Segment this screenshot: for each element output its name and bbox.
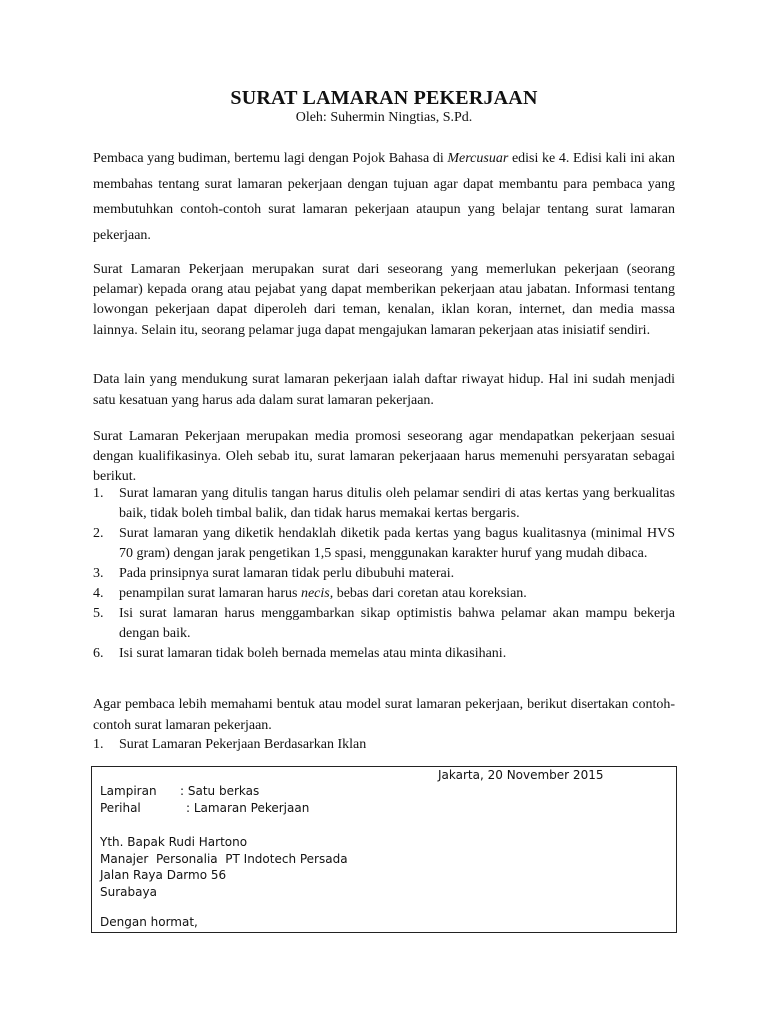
letter-lampiran-label: Lampiran xyxy=(100,784,157,798)
list-item-text: Isi surat lamaran tidak boleh bernada memelas atau minta dikasihani. xyxy=(119,646,507,661)
list-item xyxy=(93,564,675,584)
list-item-text-start: penampilan surat lamaran harus xyxy=(119,586,301,601)
letter-date: Jakarta, 20 November 2015 xyxy=(438,768,604,782)
list-item-text: Surat lamaran yang diketik hendaklah diketik pada kertas yang bagus kualitasnya (minimal HVS 70 gram) dengan jarak pengetikan 1,5 spasi, menggunakan karakter huruf yang mudah dibaca. xyxy=(119,526,675,561)
list-item xyxy=(93,484,675,524)
intro-italic-mercusuar: Mercusuar xyxy=(447,151,509,166)
letter-perihal-row xyxy=(100,801,309,815)
letter-recipient-line: Yth. Bapak Rudi Hartono xyxy=(100,835,248,849)
list-item-number: 3. xyxy=(93,566,104,581)
sample-letter-box xyxy=(91,766,677,933)
list-item xyxy=(93,644,675,664)
list-item-text xyxy=(119,584,675,604)
letter-lampiran-value: : Satu berkas xyxy=(180,784,260,798)
example-item-text: Surat Lamaran Pekerjaan Berdasarkan Iklan xyxy=(119,737,367,752)
requirements-list xyxy=(93,484,675,664)
letter-recipient-line: Surabaya xyxy=(100,884,157,899)
paragraph-examples-intro-text: Agar pembaca lebih memahami bentuk atau model surat lamaran pekerjaan, berikut disertakan contoh-contoh surat lamaran pekerjaan. xyxy=(93,697,675,733)
paragraph-examples-intro xyxy=(93,695,675,736)
intro-text-start: Pembaca yang budiman, bertemu lagi dengan Pojok Bahasa di xyxy=(93,151,448,166)
paragraph-requirements-intro-text: Surat Lamaran Pekerjaan merupakan media promosi seseorang agar mendapatkan pekerjaan sesuai dengan kualifikasinya. Oleh sebab itu, surat lamaran pekerjaaan harus memenuhi persyaratan sebagai berikut. xyxy=(93,429,675,485)
paragraph-requirements-intro xyxy=(93,427,675,488)
list-item-number: 1. xyxy=(93,486,104,501)
list-item xyxy=(93,604,675,644)
document-author: Oleh: Suhermin Ningtias, S.Pd. xyxy=(295,110,473,125)
letter-perihal-label: Perihal xyxy=(100,801,141,815)
letter-recipient-line: Jalan Raya Darmo 56 xyxy=(100,868,227,882)
list-item-text: Pada prinsipnya surat lamaran tidak perlu dibubuhi materai. xyxy=(119,566,455,581)
letter-recipient-address xyxy=(100,834,348,900)
list-item xyxy=(93,584,675,604)
list-item-number: 5. xyxy=(93,606,104,621)
letter-recipient-line: Manajer Personalia PT Indotech Persada xyxy=(100,851,348,866)
list-item xyxy=(93,524,675,564)
list-item-text-end: bebas dari coretan atau koreksian. xyxy=(333,586,527,601)
letter-greeting: Dengan hormat, xyxy=(100,915,198,929)
paragraph-definition xyxy=(93,260,675,341)
document-title: SURAT LAMARAN PEKERJAAN xyxy=(230,87,538,109)
paragraph-cv xyxy=(93,370,675,411)
list-item-number: 6. xyxy=(93,646,104,661)
example-item-number: 1. xyxy=(93,737,104,752)
list-item-text: Isi surat lamaran harus menggambarkan sikap optimistis bahwa pelamar akan mampu bekerja dengan baik. xyxy=(119,606,675,641)
paragraph-definition-text: Surat Lamaran Pekerjaan merupakan surat dari seseorang yang memerlukan pekerjaan (seorang pelamar) kepada orang atau pejabat yang dapat memberikan pekerjaan atau jabatan. Informasi tentang lowongan pekerjaan dapat diperoleh dari teman, kenalan, iklan koran, internet, dan media massa lainnya. Selain itu, seorang pelamar juga dapat mengajukan lamaran pekerjaan atas inisiatif sendiri. xyxy=(93,262,675,338)
example-list-item xyxy=(93,735,675,755)
list-item-number: 2. xyxy=(93,526,104,541)
intro-text-end: edisi ke 4. Edisi kali ini akan membahas tentang surat lamaran pekerjaan dengan tujuan agar dapat membantu para pembaca yang membutuhkan contoh-contoh surat lamaran pekerjaan ataupun yang belajar tentang surat lamaran pekerjaan. xyxy=(93,151,675,243)
paragraph-cv-text: Data lain yang mendukung surat lamaran pekerjaan ialah daftar riwayat hidup. Hal ini sudah menjadi satu kesatuan yang harus ada dalam surat lamaran pekerjaan. xyxy=(93,372,675,408)
intro-paragraph xyxy=(93,146,675,248)
letter-lampiran-row xyxy=(100,784,259,798)
list-item-text: Surat lamaran yang ditulis tangan harus ditulis oleh pelamar sendiri di atas kertas yang berkualitas baik, tidak boleh timbal balik, dan tidak harus memakai kertas bergaris. xyxy=(119,486,675,521)
list-item-number: 4. xyxy=(93,586,104,601)
letter-perihal-value: : Lamaran Pekerjaan xyxy=(186,801,310,815)
list-item-italic-necis: necis, xyxy=(300,586,334,601)
